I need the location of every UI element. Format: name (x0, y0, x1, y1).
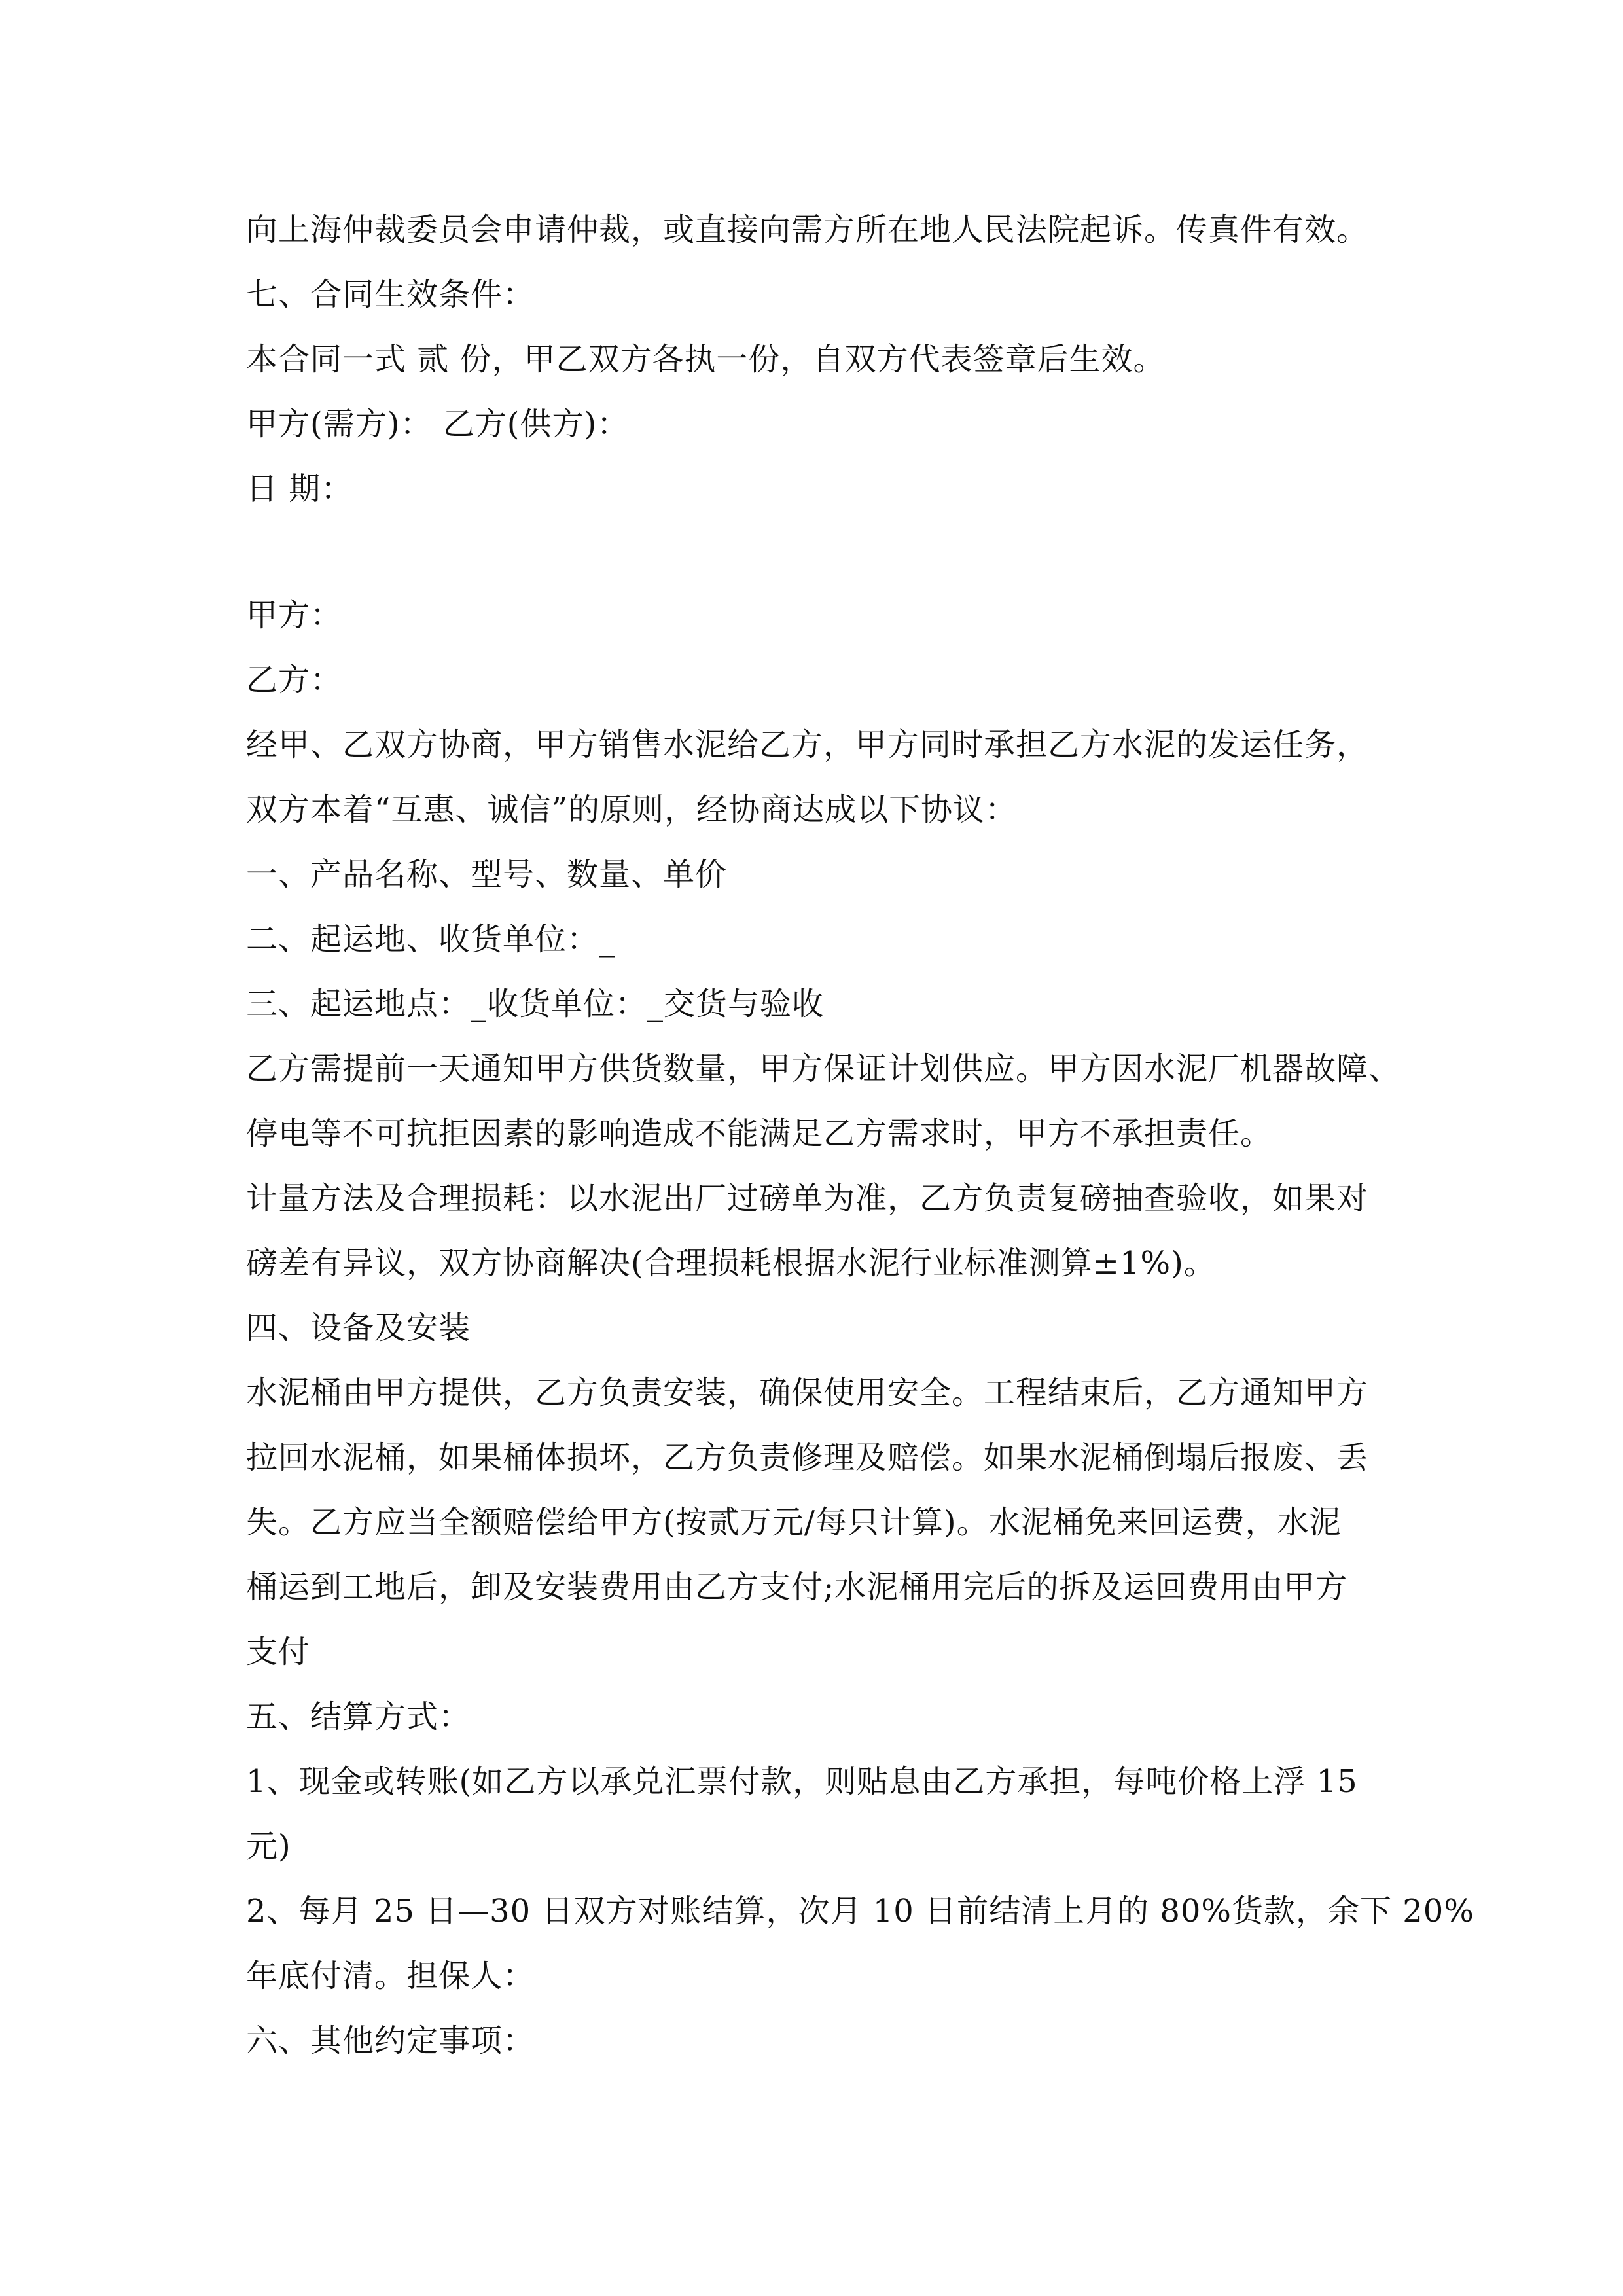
text-line: 计量方法及合理损耗：以水泥出厂过磅单为准，乙方负责复磅抽查验收，如果对 (246, 1180, 1369, 1217)
signature-parties-line: 甲方(需方)： 乙方(供方)： (246, 406, 630, 442)
section-heading: 五、结算方式： (246, 1698, 471, 1735)
text-line: 停电等不可抗拒因素的影响造成不能满足乙方需求时，甲方不承担责任。 (246, 1115, 1273, 1152)
section-heading: 一、产品名称、型号、数量、单价 (246, 856, 728, 893)
section-heading: 二、起运地、收货单位：_ (246, 921, 616, 958)
text-line: 经甲、乙双方协商，甲方销售水泥给乙方，甲方同时承担乙方水泥的发运任务， (246, 726, 1369, 763)
text-line: 2、每月 25 日—30 日双方对账结算，次月 10 日前结清上月的 80%货款，余下 20% (246, 1893, 1474, 1929)
text-line: 元) (246, 1828, 291, 1865)
text-line: 水泥桶由甲方提供，乙方负责安装，确保使用安全。工程结束后，乙方通知甲方 (246, 1374, 1369, 1411)
date-line: 日 期： (246, 471, 353, 507)
text-line: 桶运到工地后，卸及安装费用由乙方支付;水泥桶用完后的拆及运回费用由甲方 (246, 1569, 1348, 1605)
section-heading: 三、起运地点：_收货单位：_交货与验收 (246, 986, 825, 1022)
text-line: 磅差有异议，双方协商解决(合理损耗根据水泥行业标准测算±1%)。 (246, 1245, 1216, 1282)
text-line: 年底付清。担保人： (246, 1958, 535, 1994)
text-line: 1、现金或转账(如乙方以承兑汇票付款，则贴息由乙方承担，每吨价格上浮 15 (246, 1763, 1358, 1800)
text-line: 向上海仲裁委员会申请仲裁，或直接向需方所在地人民法院起诉。传真件有效。 (246, 211, 1369, 248)
party-b-line: 乙方： (246, 662, 343, 698)
party-a-line: 甲方： (246, 597, 343, 634)
section-heading: 七、合同生效条件： (246, 276, 535, 313)
text-line: 拉回水泥桶，如果桶体损坏，乙方负责修理及赔偿。如果水泥桶倒塌后报废、丢 (246, 1439, 1369, 1476)
text-line: 双方本着“互惠、诚信”的原则，经协商达成以下协议： (246, 791, 1018, 828)
text-line: 支付 (246, 1634, 311, 1670)
section-heading: 六、其他约定事项： (246, 2022, 535, 2059)
text-line: 失。乙方应当全额赔偿给甲方(按贰万元/每只计算)。水泥桶免来回运费，水泥 (246, 1504, 1342, 1541)
text-line: 本合同一式 贰 份，甲乙双方各执一份，自双方代表签章后生效。 (246, 341, 1166, 378)
section-heading: 四、设备及安装 (246, 1310, 471, 1346)
text-line: 乙方需提前一天通知甲方供货数量，甲方保证计划供应。甲方因水泥厂机器故障、 (246, 1050, 1401, 1087)
